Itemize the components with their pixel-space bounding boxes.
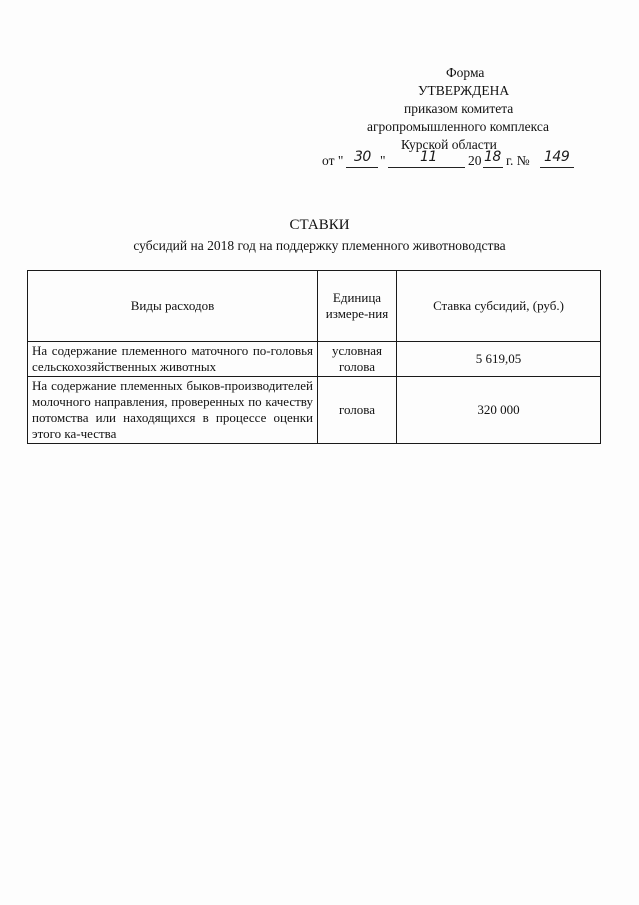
date-quote-close: "	[380, 153, 386, 168]
subsidy-rates-table	[27, 270, 601, 444]
year-prefix: 20	[468, 153, 482, 168]
header-expense-type: Виды расходов	[28, 271, 318, 342]
approved-label: УТВЕРЖДЕНА	[418, 83, 510, 98]
row-expense: На содержание племенного маточного по-головья сельскохозяйственных животных	[28, 342, 318, 377]
year-underline	[483, 167, 503, 168]
row-expense: На содержание племенных быков-производителей молочного направления, проверенных по качеству потомства или находящихся в процессе оценки этого ка-чества	[28, 377, 318, 444]
month-underline	[388, 167, 465, 168]
region-line: Курской области	[401, 137, 497, 152]
form-label: Форма	[446, 65, 485, 80]
row-unit: условная голова	[318, 342, 397, 377]
day-underline	[346, 167, 378, 168]
date-prefix: от "	[322, 153, 344, 168]
day-handwritten: 30	[354, 149, 371, 165]
header-rate: Ставка субсидий, (руб.)	[397, 271, 601, 342]
table-row	[28, 377, 601, 444]
date-number-line	[322, 149, 602, 172]
committee-line: агропромышленного комплекса	[367, 119, 549, 134]
document-subtitle: субсидий на 2018 год на поддержку племенного животноводства	[133, 238, 506, 253]
month-handwritten: 11	[420, 149, 437, 165]
number-handwritten: 149	[544, 149, 570, 165]
year-suffix: г. №	[506, 153, 530, 168]
document-title: СТАВКИ	[289, 217, 350, 233]
order-line: приказом комитета	[404, 101, 514, 116]
number-underline	[540, 167, 574, 168]
table-row	[28, 342, 601, 377]
row-rate: 320 000	[397, 377, 601, 444]
header-unit: Единица измере-ния	[318, 271, 397, 342]
year-handwritten: 18	[484, 149, 501, 165]
row-rate: 5 619,05	[397, 342, 601, 377]
table-header-row	[28, 271, 601, 342]
row-unit: голова	[318, 377, 397, 444]
